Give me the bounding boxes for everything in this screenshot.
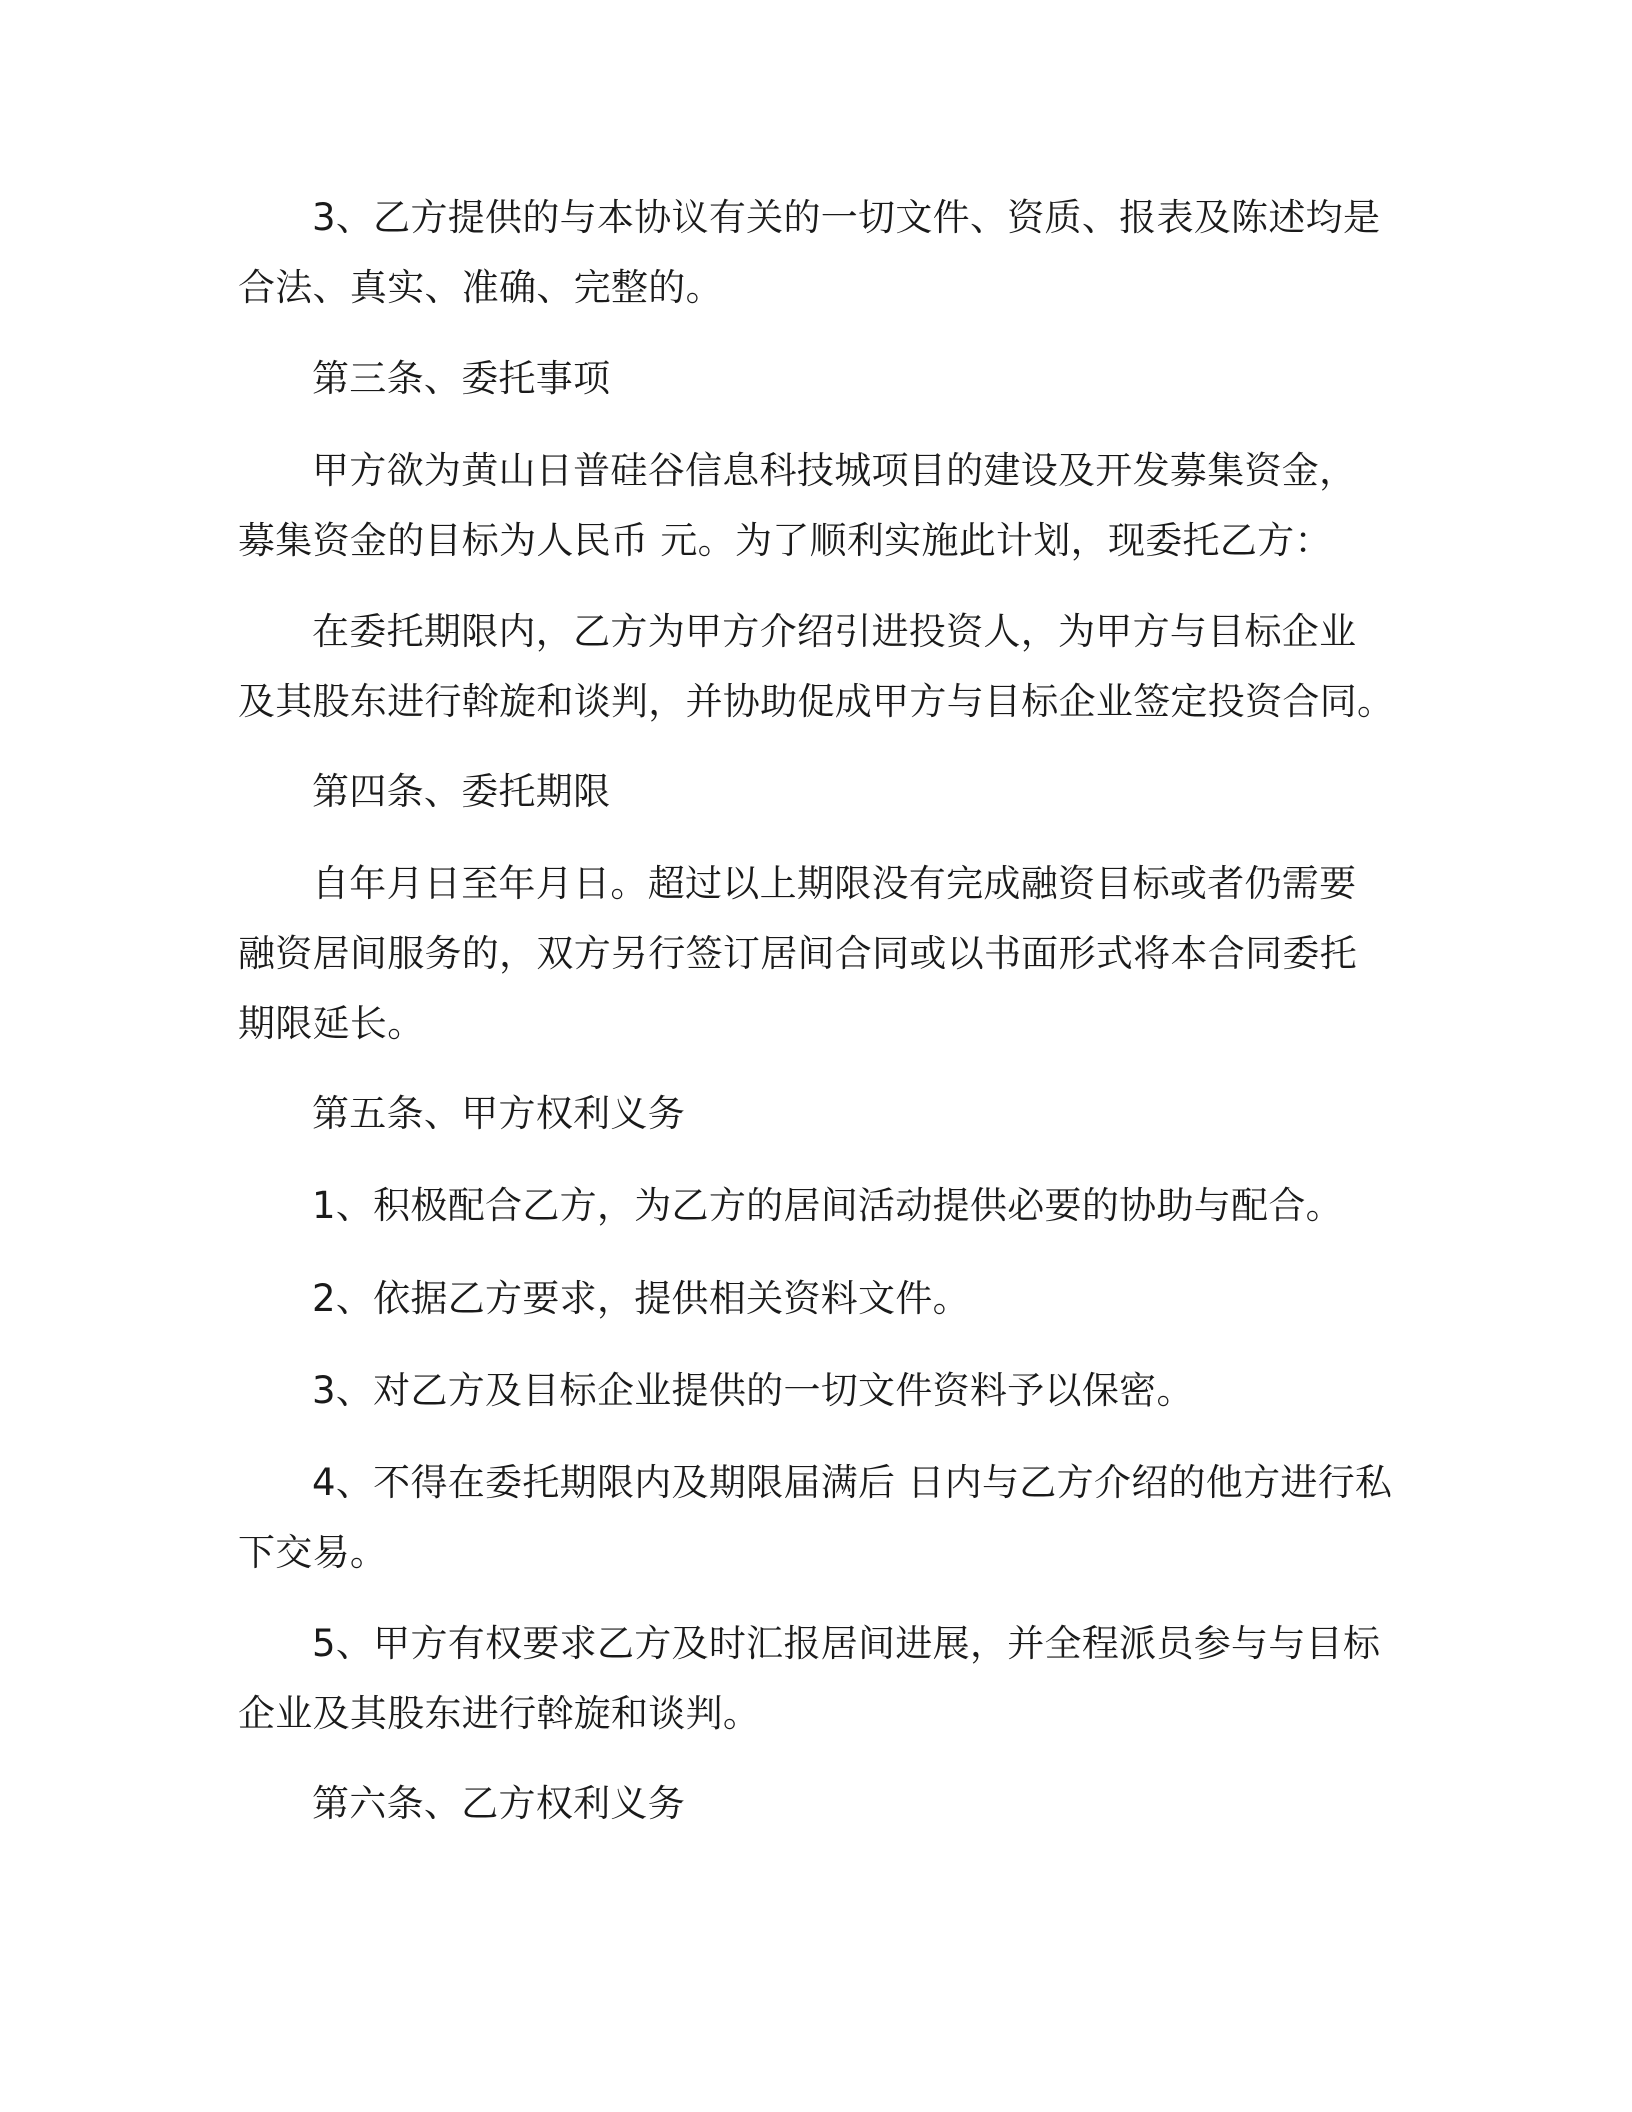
paragraph-clause-5-item-4 (238, 1448, 1393, 1588)
heading-clause-6 (238, 1769, 1388, 1839)
paragraph-clause-3-body-2 (238, 597, 1395, 737)
paragraph-clause-5-item-5 (238, 1609, 1388, 1749)
text-line: 在委托期限内，乙方为甲方介绍引进投资人，为甲方与目标企业 (312, 610, 1357, 653)
heading-clause-3 (238, 344, 1388, 414)
paragraph-clause-3-body-1 (238, 436, 1388, 576)
text-line: 甲方欲为黄山日普硅谷信息科技城项目的建设及开发募集资金， (312, 449, 1357, 492)
text-line: 下交易。 (238, 1531, 388, 1574)
text-line: 2、依据乙方要求，提供相关资料文件。 (312, 1277, 970, 1320)
text-line: 第五条、甲方权利义务 (312, 1092, 685, 1135)
paragraph-clause-4-body (238, 849, 1388, 1059)
text-line: 3、乙方提供的与本协议有关的一切文件、资质、报表及陈述均是 (312, 196, 1381, 239)
heading-clause-4 (238, 757, 1388, 827)
text-line: 第四条、委托期限 (312, 770, 611, 813)
text-line: 及其股东进行斡旋和谈判，并协助促成甲方与目标企业签定投资合同。 (238, 680, 1395, 723)
text-line: 3、对乙方及目标企业提供的一切文件资料予以保密。 (312, 1369, 1194, 1412)
text-line: 募集资金的目标为人民币 元。为了顺利实施此计划，现委托乙方： (238, 519, 1332, 562)
text-line: 第三条、委托事项 (312, 357, 611, 400)
text-line: 合法、真实、准确、完整的。 (238, 266, 723, 309)
text-line: 1、积极配合乙方，为乙方的居间活动提供必要的协助与配合。 (312, 1184, 1343, 1227)
paragraph-clause-5-item-2 (238, 1264, 1388, 1334)
text-line: 5、甲方有权要求乙方及时汇报居间进展，并全程派员参与与目标 (312, 1622, 1381, 1665)
text-line: 期限延长。 (238, 1002, 425, 1045)
text-line: 4、不得在委托期限内及期限届满后 日内与乙方介绍的他方进行私 (312, 1461, 1393, 1504)
text-line: 自年月日至年月日。超过以上期限没有完成融资目标或者仍需要 (312, 862, 1357, 905)
text-line: 企业及其股东进行斡旋和谈判。 (238, 1692, 761, 1735)
paragraph-clause-5-item-3 (238, 1356, 1388, 1426)
text-line: 第六条、乙方权利义务 (312, 1782, 685, 1825)
text-line: 融资居间服务的，双方另行签订居间合同或以书面形式将本合同委托 (238, 932, 1357, 975)
paragraph-clause-5-item-1 (238, 1171, 1388, 1241)
paragraph-clause-2-item-3 (238, 183, 1388, 323)
heading-clause-5 (238, 1079, 1388, 1149)
